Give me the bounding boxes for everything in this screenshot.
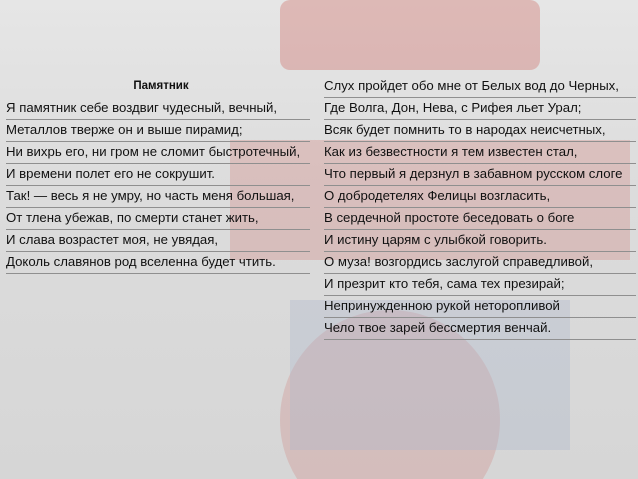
poem-line: Непринужденною рукой неторопливой [324,296,636,318]
poem-line: И времени полет его не сокрушит. [6,164,310,186]
poem-line: Где Волга, Дон, Нева, с Рифея льет Урал; [324,98,636,120]
left-lines-list [6,98,310,274]
poem-line: И слава возрастет моя, не увядая, [6,230,310,252]
poem-line: Доколь славянов род вселенна будет чтить. [6,252,310,274]
poem-title: Памятник [133,80,189,92]
poem-line: Слух пройдет обо мне от Белых вод до Черных, [324,78,636,98]
right-lines-list [324,78,636,340]
poem-line: И презрит кто тебя, сама тех презирай; [324,274,636,296]
poem-left-column [6,78,310,274]
poem-line: О добродетелях Фелицы возгласить, [324,186,636,208]
poem-line: Всяк будет помнить то в народах неисчетных, [324,120,636,142]
poem-right-column [324,78,636,340]
poem-line: Что первый я дерзнул в забавном русском слоге [324,164,636,186]
poem-line: И истину царям с улыбкой говорить. [324,230,636,252]
poem-line: Металлов тверже он и выше пирамид; [6,120,310,142]
poem-line: Как из безвестности я тем известен стал, [324,142,636,164]
poem-line: Так! — весь я не умру, но часть меня большая, [6,186,310,208]
poem-line: В сердечной простоте беседовать о боге [324,208,636,230]
poem-line: Чело твое зарей бессмертия венчай. [324,318,636,340]
poem-line: Ни вихрь его, ни гром не сломит быстротечный, [6,142,310,164]
poem-line: От тлена убежав, по смерти станет жить, [6,208,310,230]
poem-line: О муза! возгордись заслугой справедливой, [324,252,636,274]
poem-line: Я памятник себе воздвиг чудесный, вечный, [6,98,310,120]
